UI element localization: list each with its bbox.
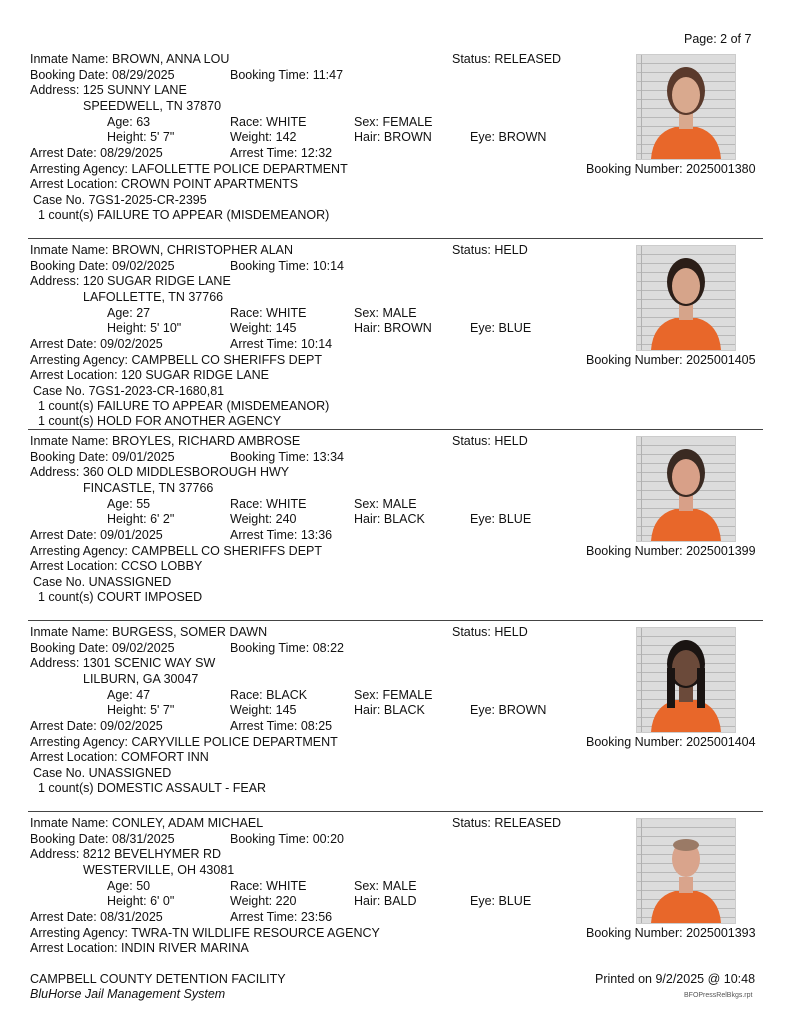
- inmate-name: Inmate Name: BROWN, CHRISTOPHER ALAN: [30, 243, 294, 257]
- mugshot-photo: [636, 627, 736, 733]
- sex: Sex: MALE: [354, 879, 417, 893]
- weight: Weight: 145: [230, 703, 297, 717]
- weight: Weight: 145: [230, 321, 297, 335]
- arresting-agency: Arresting Agency: TWRA-TN WILDLIFE RESOURCE AGENCY: [30, 926, 380, 940]
- race: Race: WHITE: [230, 115, 307, 129]
- status: Status: RELEASED: [452, 52, 562, 66]
- inmate-name: Inmate Name: BROWN, ANNA LOU: [30, 52, 230, 66]
- arrest-time: Arrest Time: 08:25: [230, 719, 333, 733]
- height: Height: 5' 7": [107, 130, 175, 144]
- age: Age: 47: [107, 688, 151, 702]
- address-line1: Address: 8212 BEVELHYMER RD: [30, 847, 222, 861]
- record-divider: [28, 238, 763, 239]
- printed-timestamp: Printed on 9/2/2025 @ 10:48: [595, 972, 756, 986]
- system-name: BluHorse Jail Management System: [30, 987, 226, 1001]
- case-number: Case No. UNASSIGNED: [33, 575, 172, 589]
- hair: Hair: BROWN: [354, 130, 432, 144]
- hair: Hair: BALD: [354, 894, 417, 908]
- sex: Sex: FEMALE: [354, 688, 433, 702]
- booking-time: Booking Time: 10:14: [230, 259, 344, 273]
- charge-line: 1 count(s) DOMESTIC ASSAULT - FEAR: [38, 781, 267, 795]
- address-line2: FINCASTLE, TN 37766: [83, 481, 214, 495]
- age: Age: 27: [107, 306, 151, 320]
- inmate-record: [0, 243, 793, 433]
- eye: Eye: BLUE: [470, 894, 532, 908]
- hair: Hair: BLACK: [354, 703, 425, 717]
- inmate-record: [0, 52, 793, 242]
- booking-date: Booking Date: 09/02/2025: [30, 641, 175, 655]
- weight: Weight: 240: [230, 512, 297, 526]
- booking-date: Booking Date: 09/01/2025: [30, 450, 175, 464]
- booking-number: Booking Number: 2025001405: [586, 353, 756, 367]
- status: Status: RELEASED: [452, 816, 562, 830]
- booking-time: Booking Time: 13:34: [230, 450, 344, 464]
- eye: Eye: BLUE: [470, 321, 532, 335]
- address-line2: SPEEDWELL, TN 37870: [83, 99, 222, 113]
- inmate-record: [0, 434, 793, 624]
- case-number: Case No. UNASSIGNED: [33, 766, 172, 780]
- booking-time: Booking Time: 11:47: [230, 68, 344, 82]
- race: Race: BLACK: [230, 688, 308, 702]
- mugshot-photo: [636, 245, 736, 351]
- report-filename: BFOPressRelBkgs.rpt: [684, 992, 753, 999]
- arrest-date: Arrest Date: 08/29/2025: [30, 146, 163, 160]
- arrest-date: Arrest Date: 09/02/2025: [30, 719, 163, 733]
- charge-line: 1 count(s) HOLD FOR ANOTHER AGENCY: [38, 414, 282, 428]
- weight: Weight: 142: [230, 130, 297, 144]
- eye: Eye: BLUE: [470, 512, 532, 526]
- arresting-agency: Arresting Agency: LAFOLLETTE POLICE DEPARTMENT: [30, 162, 348, 176]
- arresting-agency: Arresting Agency: CAMPBELL CO SHERIFFS DEPT: [30, 353, 322, 367]
- record-divider: [28, 620, 763, 621]
- arresting-agency: Arresting Agency: CAMPBELL CO SHERIFFS DEPT: [30, 544, 322, 558]
- status: Status: HELD: [452, 243, 528, 257]
- arrest-time: Arrest Time: 10:14: [230, 337, 333, 351]
- eye: Eye: BROWN: [470, 130, 547, 144]
- page-number: Page: 2 of 7: [684, 32, 752, 46]
- facility-name: CAMPBELL COUNTY DETENTION FACILITY: [30, 972, 286, 986]
- arrest-location: Arrest Location: 120 SUGAR RIDGE LANE: [30, 368, 269, 382]
- eye: Eye: BROWN: [470, 703, 547, 717]
- arrest-date: Arrest Date: 09/02/2025: [30, 337, 163, 351]
- race: Race: WHITE: [230, 497, 307, 511]
- hair: Hair: BLACK: [354, 512, 425, 526]
- case-number: Case No. 7GS1-2023-CR-1680,81: [33, 384, 225, 398]
- height: Height: 6' 2": [107, 512, 175, 526]
- booking-date: Booking Date: 08/31/2025: [30, 832, 175, 846]
- inmate-record: [0, 625, 793, 815]
- race: Race: WHITE: [230, 306, 307, 320]
- arrest-date: Arrest Date: 08/31/2025: [30, 910, 163, 924]
- charge-line: 1 count(s) FAILURE TO APPEAR (MISDEMEANOR): [38, 208, 330, 222]
- height: Height: 5' 7": [107, 703, 175, 717]
- sex: Sex: MALE: [354, 497, 417, 511]
- charge-line: 1 count(s) COURT IMPOSED: [38, 590, 203, 604]
- arrest-location: Arrest Location: COMFORT INN: [30, 750, 209, 764]
- mugshot-photo: [636, 436, 736, 542]
- sex: Sex: MALE: [354, 306, 417, 320]
- age: Age: 50: [107, 879, 151, 893]
- address-line1: Address: 125 SUNNY LANE: [30, 83, 187, 97]
- charge-line: 1 count(s) FAILURE TO APPEAR (MISDEMEANOR): [38, 399, 330, 413]
- address-line2: WESTERVILLE, OH 43081: [83, 863, 235, 877]
- booking-time: Booking Time: 00:20: [230, 832, 344, 846]
- weight: Weight: 220: [230, 894, 297, 908]
- booking-date: Booking Date: 09/02/2025: [30, 259, 175, 273]
- case-number: Case No. 7GS1-2025-CR-2395: [33, 193, 207, 207]
- inmate-name: Inmate Name: BURGESS, SOMER DAWN: [30, 625, 268, 639]
- arrest-time: Arrest Time: 12:32: [230, 146, 333, 160]
- booking-number: Booking Number: 2025001399: [586, 544, 756, 558]
- race: Race: WHITE: [230, 879, 307, 893]
- status: Status: HELD: [452, 625, 528, 639]
- inmate-name: Inmate Name: CONLEY, ADAM MICHAEL: [30, 816, 264, 830]
- arrest-time: Arrest Time: 13:36: [230, 528, 333, 542]
- booking-time: Booking Time: 08:22: [230, 641, 344, 655]
- booking-number: Booking Number: 2025001393: [586, 926, 756, 940]
- mugshot-photo: [636, 818, 736, 924]
- address-line1: Address: 120 SUGAR RIDGE LANE: [30, 274, 231, 288]
- booking-number: Booking Number: 2025001380: [586, 162, 756, 176]
- hair: Hair: BROWN: [354, 321, 432, 335]
- address-line2: LAFOLLETTE, TN 37766: [83, 290, 224, 304]
- inmate-name: Inmate Name: BROYLES, RICHARD AMBROSE: [30, 434, 301, 448]
- address-line2: LILBURN, GA 30047: [83, 672, 199, 686]
- address-line1: Address: 1301 SCENIC WAY SW: [30, 656, 216, 670]
- record-divider: [28, 811, 763, 812]
- booking-date: Booking Date: 08/29/2025: [30, 68, 175, 82]
- arrest-location: Arrest Location: CROWN POINT APARTMENTS: [30, 177, 299, 191]
- height: Height: 5' 10": [107, 321, 182, 335]
- age: Age: 55: [107, 497, 151, 511]
- sex: Sex: FEMALE: [354, 115, 433, 129]
- mugshot-photo: [636, 54, 736, 160]
- age: Age: 63: [107, 115, 151, 129]
- record-divider: [28, 429, 763, 430]
- arrest-location: Arrest Location: CCSO LOBBY: [30, 559, 203, 573]
- arrest-time: Arrest Time: 23:56: [230, 910, 333, 924]
- arresting-agency: Arresting Agency: CARYVILLE POLICE DEPARTMENT: [30, 735, 338, 749]
- arrest-location: Arrest Location: INDIN RIVER MARINA: [30, 941, 249, 955]
- status: Status: HELD: [452, 434, 528, 448]
- height: Height: 6' 0": [107, 894, 175, 908]
- booking-number: Booking Number: 2025001404: [586, 735, 756, 749]
- arrest-date: Arrest Date: 09/01/2025: [30, 528, 163, 542]
- address-line1: Address: 360 OLD MIDDLESBOROUGH HWY: [30, 465, 290, 479]
